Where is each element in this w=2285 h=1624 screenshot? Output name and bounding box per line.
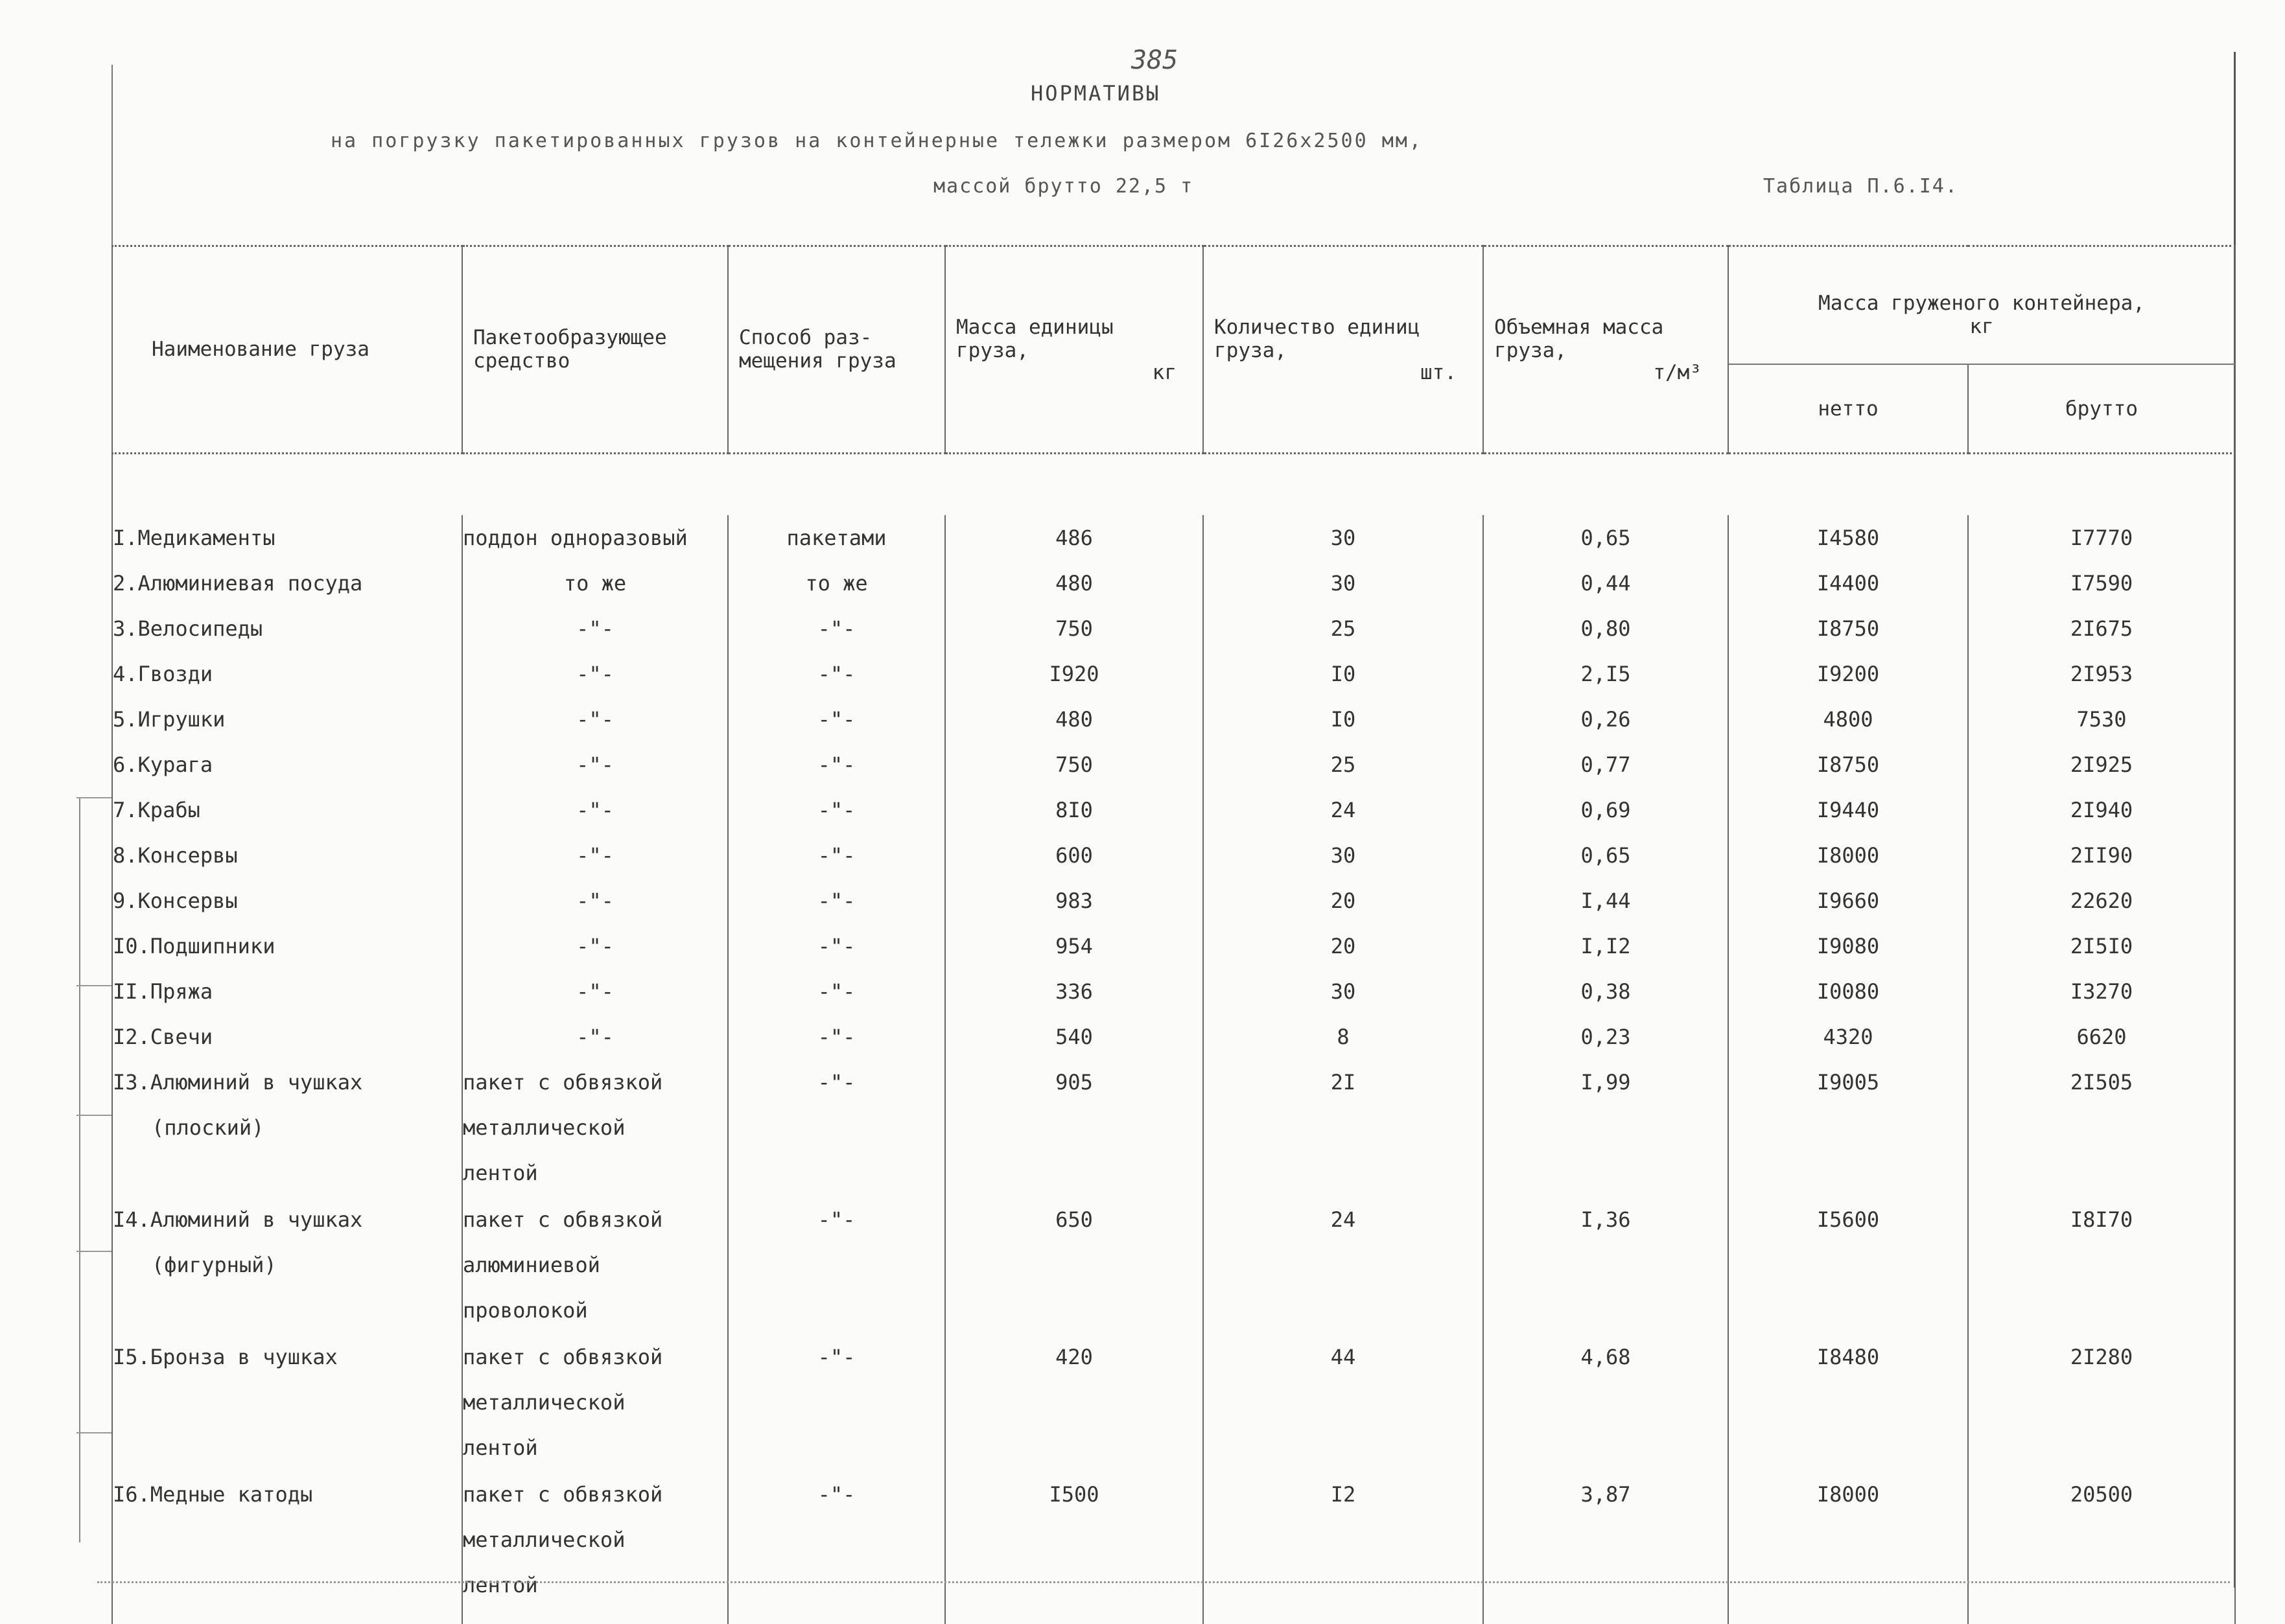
page-number: 385 [1131,45,1178,75]
table-row: 4.Гвозди -"- -"- I920 I0 2,I5 I9200 2I953 [112,651,2235,697]
table-reference: Таблица П.6.I4. [1763,175,1958,198]
margin-tick [76,1115,113,1116]
col-header-unit-mass: Масса единицы груза, кг [945,246,1203,454]
col-header-net: нетто [1728,364,1968,454]
table-row: I.Медикаменты поддон одноразовый пакетами 486 30 0,65 I4580 I7770 [112,515,2235,561]
col-header-container-mass: Масса груженого контейнера, кг [1728,246,2235,365]
table-row: 6.Курага -"- -"- 750 25 0,77 I8750 2I925 [112,742,2235,787]
table-row: I3.Алюминий в чушках (плоский) пакет с обвязкой металлической лентой -"- 905 2I I,99 I9005 2I505 [112,1060,2235,1197]
margin-tick [76,797,113,798]
col-header-name: Наименование груза [112,246,462,454]
col-header-method: Способ раз- мещения груза [728,246,945,454]
table-row: II.Пряжа -"- -"- 336 30 0,38 I0080 I3270 [112,969,2235,1014]
margin-tick [76,1432,113,1433]
binding-margin-line [79,797,80,1542]
col-header-count: Количество единиц груза, шт. [1203,246,1483,454]
table-row: 9.Консервы -"- -"- 983 20 I,44 I9660 22620 [112,878,2235,923]
margin-tick [76,985,113,986]
document-mass-note: массой брутто 22,5 т [933,175,1194,198]
col-header-pack: Пакетообразующее средство [462,246,728,454]
table-row: I6.Медные катоды пакет с обвязкой металлической лентой -"- I500 I2 3,87 I8000 20500 [112,1472,2235,1624]
margin-tick [76,1251,113,1252]
norms-table [111,245,2236,1624]
table-row: 3.Велосипеды -"- -"- 750 25 0,80 I8750 2I675 [112,606,2235,651]
table-row: I0.Подшипники -"- -"- 954 20 I,I2 I9080 2I5I0 [112,923,2235,969]
document-title: НОРМАТИВЫ [1031,81,1161,106]
document-subtitle: на погрузку пакетированных грузов на контейнерные тележки размером 6I26x2500 мм, [331,130,1423,152]
table-row: 2.Алюминиевая посуда то же то же 480 30 0,44 I4400 I7590 [112,561,2235,606]
table-row: 5.Игрушки -"- -"- 480 I0 0,26 4800 7530 [112,697,2235,742]
table-row: I5.Бронза в чушках пакет с обвязкой металлической лентой -"- 420 44 4,68 I8480 2I280 [112,1334,2235,1472]
bottom-border-line [97,1581,2230,1583]
table-row: 8.Консервы -"- -"- 600 30 0,65 I8000 2II90 [112,833,2235,878]
table-row: 7.Крабы -"- -"- 8I0 24 0,69 I9440 2I940 [112,787,2235,833]
col-header-density: Объемная масса груза, т/м³ [1483,246,1728,454]
col-header-gross: брутто [1968,364,2235,454]
table-row: I2.Свечи -"- -"- 540 8 0,23 4320 6620 [112,1014,2235,1060]
table-row: I4.Алюминий в чушках (фигурный) пакет с обвязкой алюминиевой проволокой -"- 650 24 I,36 I5600 I8I70 [112,1197,2235,1334]
